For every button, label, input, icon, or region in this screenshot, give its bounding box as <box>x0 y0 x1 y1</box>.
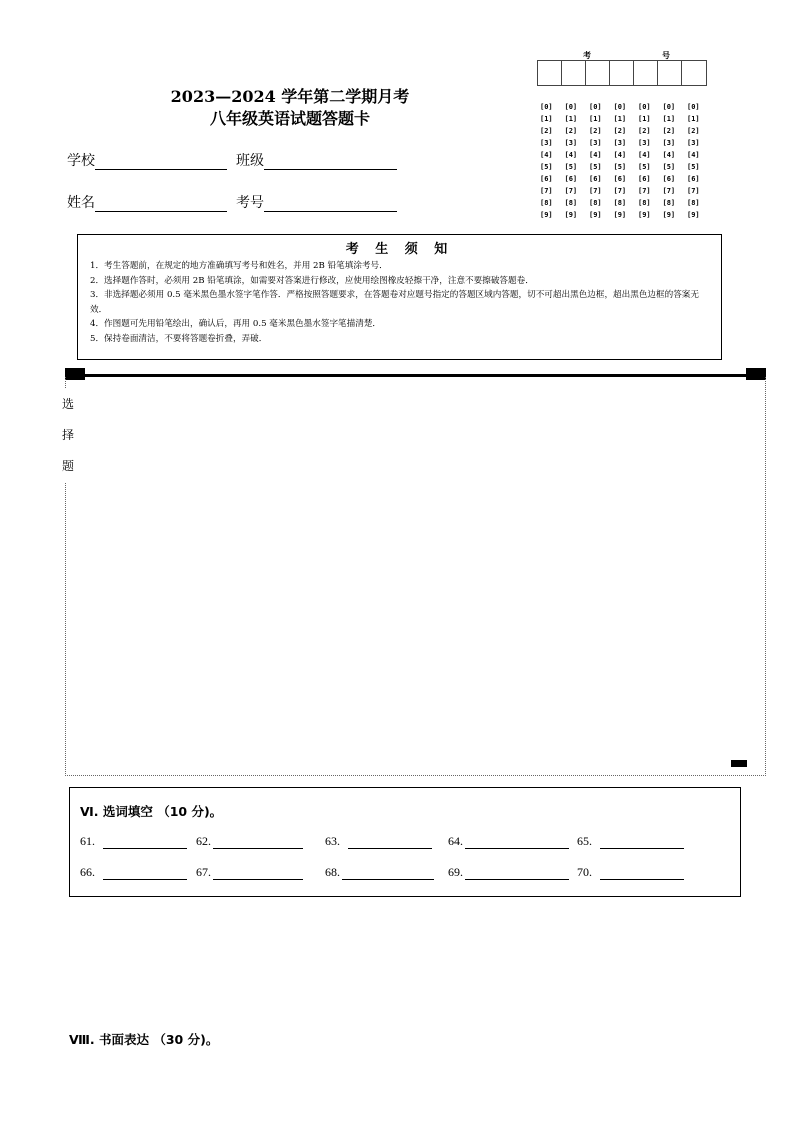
exam-number-bubble[interactable]: [6] <box>687 175 700 183</box>
exam-number-bubble[interactable]: [0] <box>638 103 651 111</box>
blank-number: 65. <box>577 834 592 848</box>
exam-number-bubble[interactable]: [1] <box>687 115 700 123</box>
section-6-heading: Ⅵ. 选词填空 （10 分)。 <box>80 804 223 819</box>
blank-line[interactable] <box>103 836 187 849</box>
exam-number-bubble[interactable]: [0] <box>589 103 602 111</box>
candidate-notice <box>77 234 722 360</box>
blank-line[interactable] <box>213 836 303 849</box>
exam-number-bubble[interactable]: [2] <box>687 127 700 135</box>
exam-number-bubble[interactable]: [1] <box>613 115 627 123</box>
exam-number-bubble[interactable]: [2] <box>662 127 676 135</box>
exam-number-bubble[interactable]: [7] <box>687 187 700 195</box>
blank-68[interactable] <box>325 865 434 880</box>
exam-number-bubble[interactable]: [4] <box>540 151 553 159</box>
notice-title: 考 生 须 知 <box>345 242 454 257</box>
exam-number-bubble[interactable]: [5] <box>613 163 627 171</box>
exam-number-bubble[interactable]: [4] <box>564 151 578 159</box>
exam-number-bubble[interactable]: [6] <box>638 175 651 183</box>
exam-no-field[interactable] <box>236 192 397 212</box>
blank-number: 66. <box>80 865 95 879</box>
exam-number-bubble[interactable]: [8] <box>613 199 627 207</box>
exam-number-bubble[interactable]: [9] <box>540 211 553 219</box>
exam-number-bubble[interactable]: [1] <box>662 115 676 123</box>
blank-number: 69. <box>448 865 463 879</box>
exam-number-bubble[interactable]: [1] <box>540 115 553 123</box>
section-8-heading: Ⅷ. 书面表达 （30 分)。 <box>69 1032 219 1047</box>
exam-number-bubble[interactable]: [2] <box>564 127 578 135</box>
alignment-mark-bottom <box>731 760 747 767</box>
exam-number-bubble[interactable]: [8] <box>662 199 676 207</box>
exam-number-bubble[interactable]: [1] <box>564 115 578 123</box>
exam-number-bubble[interactable]: [8] <box>540 199 553 207</box>
blank-number: 64. <box>448 834 463 848</box>
blank-62[interactable] <box>196 834 303 849</box>
exam-number-bubble[interactable]: [0] <box>564 103 578 111</box>
blank-line[interactable] <box>465 836 569 849</box>
exam-no-label: 考号 <box>236 195 264 211</box>
exam-number-bubble[interactable]: [8] <box>589 199 602 207</box>
exam-number-bubble[interactable]: [9] <box>564 211 578 219</box>
blank-64[interactable] <box>448 834 569 849</box>
exam-number-label-left: 考 <box>583 50 591 60</box>
class-line[interactable] <box>264 155 397 170</box>
choice-section-label <box>62 389 76 482</box>
exam-number-bubble[interactable]: [2] <box>589 127 602 135</box>
name-field[interactable] <box>67 192 227 212</box>
notice-item: 4．作图题可先用铅笔绘出，确认后，再用 0.5 毫米黑色墨水签字笔描清楚． <box>90 319 382 330</box>
blank-69[interactable] <box>448 865 569 880</box>
school-label: 学校 <box>67 153 95 169</box>
exam-number-bubble[interactable]: [7] <box>540 187 553 195</box>
exam-number-bubble[interactable]: [7] <box>662 187 676 195</box>
exam-number-bubble[interactable]: [9] <box>638 211 651 219</box>
exam-number-bubble[interactable]: [8] <box>687 199 700 207</box>
exam-number-bubble[interactable]: [4] <box>638 151 651 159</box>
blank-line[interactable] <box>600 867 684 880</box>
exam-number-cell[interactable] <box>658 61 682 85</box>
exam-number-bubble[interactable]: [5] <box>564 163 578 171</box>
notice-item: 3．非选择题必须用 0.5 毫米黑色墨水签字笔作答．严格按照答题要求，在答题卷对应题号指定的答题区域内答题，切不可超出黑色边框，超出黑色边框的答案无效． <box>90 290 699 315</box>
choice-label-char: 选 <box>62 397 75 411</box>
notice-item: 5．保持卷面清洁，不要将答题卷折叠，弄破． <box>90 333 268 344</box>
blank-number: 62. <box>196 834 211 848</box>
blank-line[interactable] <box>213 867 303 880</box>
title-line-1: 2023—2024 学年第二学期月考 <box>170 87 410 106</box>
class-label: 班级 <box>236 153 264 169</box>
exam-number-bubble[interactable]: [6] <box>662 175 676 183</box>
exam-number-bubble[interactable]: [9] <box>589 211 602 219</box>
exam-number-bubble[interactable]: [4] <box>662 151 676 159</box>
exam-number-bubble[interactable]: [0] <box>662 103 676 111</box>
notice-item: 2．选择题作答时，必须用 2B 铅笔填涂，如需要对答案进行修改，应使用绘图橡皮轻擦干净，注意不要擦破答题卷． <box>90 275 534 286</box>
blank-number: 68. <box>325 865 340 879</box>
exam-number-cell[interactable] <box>634 61 658 85</box>
exam-number-bubble[interactable]: [1] <box>638 115 651 123</box>
exam-number-bubble[interactable]: [4] <box>589 151 602 159</box>
exam-number-bubble[interactable]: [5] <box>540 163 553 171</box>
exam-number-bubble[interactable]: [5] <box>687 163 700 171</box>
exam-number-bubble[interactable]: [4] <box>613 151 627 159</box>
school-field[interactable] <box>67 150 227 170</box>
exam-number-bubble[interactable]: [3] <box>564 139 578 147</box>
blank-line[interactable] <box>342 867 434 880</box>
exam-number-bubble[interactable]: [7] <box>638 187 651 195</box>
exam-number-cell[interactable] <box>610 61 634 85</box>
exam-number-bubble[interactable]: [1] <box>589 115 602 123</box>
exam-number-bubble[interactable]: [3] <box>540 139 553 147</box>
exam-number-bubble[interactable]: [6] <box>564 175 578 183</box>
exam-number-bubble[interactable]: [9] <box>687 211 700 219</box>
exam-number-cell[interactable] <box>682 61 706 85</box>
exam-number-cell[interactable] <box>538 61 562 85</box>
exam-no-line[interactable] <box>264 197 397 212</box>
exam-number-bubble[interactable]: [5] <box>638 163 651 171</box>
blank-63[interactable] <box>325 834 432 849</box>
blank-number: 61. <box>80 834 95 848</box>
blank-line[interactable] <box>600 836 684 849</box>
class-field[interactable] <box>236 150 397 170</box>
exam-number-bubble[interactable]: [9] <box>613 211 627 219</box>
exam-number-bubble-grid <box>540 101 712 221</box>
exam-number-bubble[interactable]: [3] <box>613 139 627 147</box>
blank-line[interactable] <box>348 836 432 849</box>
section-6-box <box>69 787 741 897</box>
notice-list <box>78 259 721 347</box>
blank-61[interactable] <box>80 834 187 849</box>
exam-number-bubble[interactable]: [3] <box>589 139 602 147</box>
exam-number-bubble[interactable]: [7] <box>613 187 627 195</box>
exam-number-bubble[interactable]: [2] <box>540 127 553 135</box>
blank-number: 63. <box>325 834 340 848</box>
exam-number-bubble[interactable]: [5] <box>589 163 602 171</box>
exam-number-bubble[interactable]: [6] <box>540 175 553 183</box>
exam-number-bubble[interactable]: [7] <box>589 187 602 195</box>
exam-number-cell[interactable] <box>586 61 610 85</box>
exam-number-bubble[interactable]: [9] <box>662 211 676 219</box>
blank-number: 67. <box>196 865 211 879</box>
exam-number-bubble[interactable]: [5] <box>662 163 676 171</box>
name-label: 姓名 <box>67 195 95 211</box>
exam-number-boxes[interactable] <box>537 60 707 86</box>
blank-line[interactable] <box>465 867 569 880</box>
exam-number-bubble[interactable]: [6] <box>589 175 602 183</box>
choice-label-char: 题 <box>62 459 75 473</box>
blank-65[interactable] <box>577 834 684 849</box>
blank-line[interactable] <box>103 867 187 880</box>
exam-number-bubble[interactable]: [4] <box>687 151 700 159</box>
exam-number-bubble[interactable]: [0] <box>687 103 700 111</box>
exam-number-bubble[interactable]: [7] <box>564 187 578 195</box>
choice-label-char: 择 <box>62 428 75 442</box>
school-line[interactable] <box>95 155 227 170</box>
title-line-2: 八年级英语试题答题卡 <box>209 109 370 128</box>
blank-70[interactable] <box>577 865 684 880</box>
exam-number-bubble[interactable]: [2] <box>613 127 627 135</box>
blank-number: 70. <box>577 865 592 879</box>
exam-number-bubble[interactable]: [8] <box>564 199 578 207</box>
exam-number-bubble[interactable]: [2] <box>638 127 651 135</box>
notice-item: 1．考生答题前，在规定的地方准确填写考号和姓名，并用 2B 铅笔填涂考号． <box>90 261 388 271</box>
blank-67[interactable] <box>196 865 303 880</box>
exam-number-bubble[interactable]: [3] <box>662 139 676 147</box>
exam-number-bubble[interactable]: [6] <box>613 175 627 183</box>
exam-number-bubble[interactable]: [3] <box>687 139 700 147</box>
exam-number-cell[interactable] <box>562 61 586 85</box>
exam-number-bubble[interactable]: [0] <box>540 103 553 111</box>
exam-number-label-right: 号 <box>662 50 670 60</box>
exam-number-bubble[interactable]: [0] <box>613 103 627 111</box>
blank-66[interactable] <box>80 865 187 880</box>
exam-number-bubble[interactable]: [3] <box>638 139 651 147</box>
exam-number-bubble[interactable]: [8] <box>638 199 651 207</box>
name-line[interactable] <box>95 197 227 212</box>
choice-answer-area[interactable] <box>65 377 766 776</box>
